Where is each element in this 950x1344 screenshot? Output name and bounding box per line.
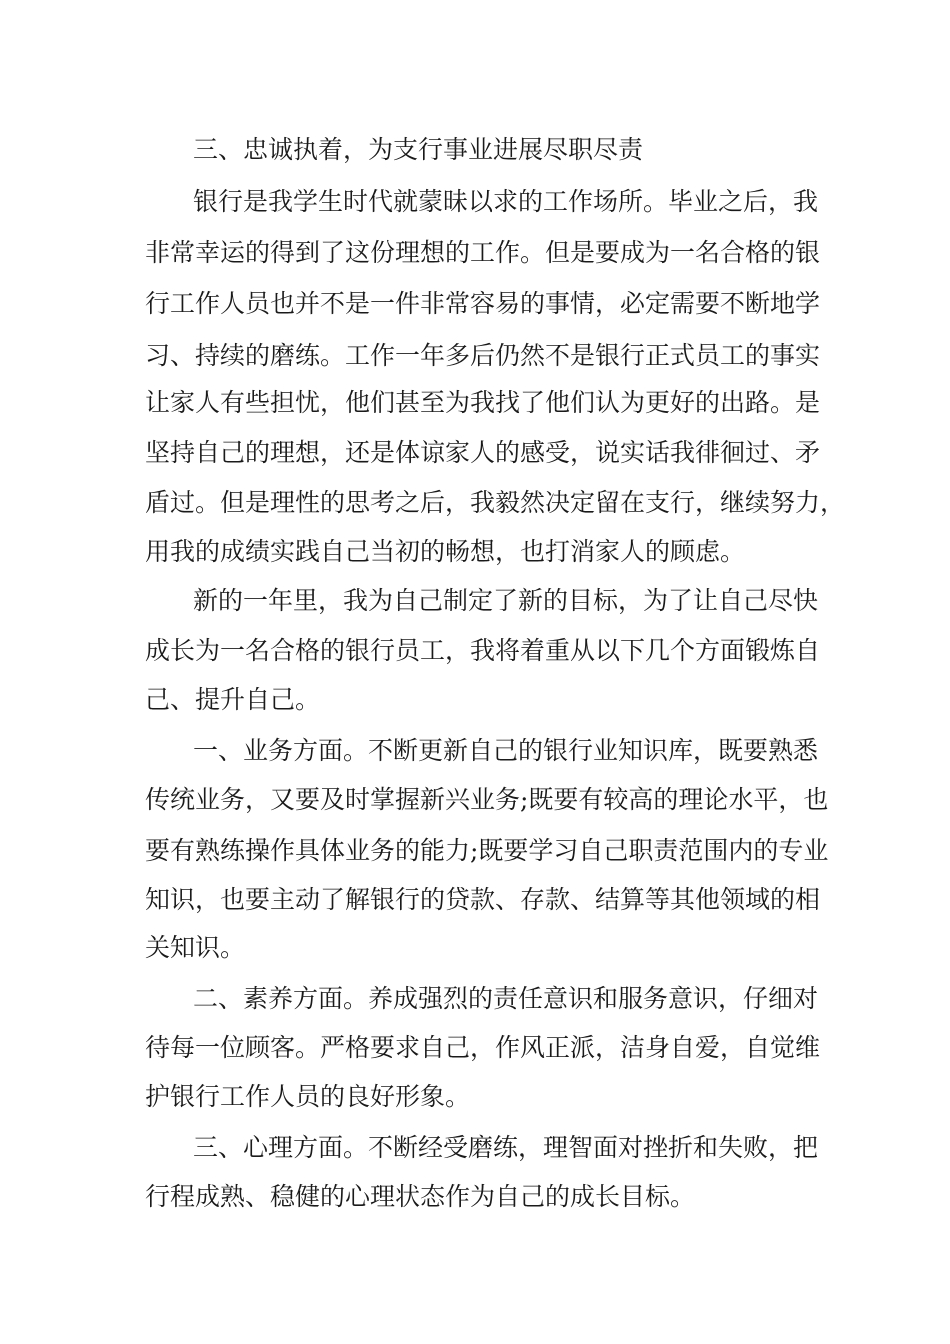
paragraph-line: 用我的成绩实践自己当初的畅想，也打消家人的顾虑。 <box>145 537 746 566</box>
paragraph-line: 三、心理方面。不断经受磨练，理智面对挫折和失败，把 <box>193 1133 819 1162</box>
paragraph-line: 知识，也要主动了解银行的贷款、存款、结算等其他领域的相 <box>145 885 821 914</box>
paragraph-line: 护银行工作人员的良好形象。 <box>145 1082 471 1111</box>
paragraph-line: 行工作人员也并不是一件非常容易的事情，必定需要不断地学 <box>145 289 821 318</box>
paragraph-line: 盾过。但是理性的思考之后，我毅然决定留在支行，继续努力， <box>145 488 846 517</box>
paragraph-line: 待每一位顾客。严格要求自己，作风正派，洁身自爱，自觉维 <box>145 1033 821 1062</box>
paragraph-line: 二、素养方面。养成强烈的责任意识和服务意识，仔细对 <box>193 984 819 1013</box>
paragraph-line: 习、持续的磨练。工作一年多后仍然不是银行正式员工的事实 <box>145 341 821 370</box>
paragraph-line: 非常幸运的得到了这份理想的工作。但是要成为一名合格的银 <box>145 238 821 267</box>
paragraph-line: 成长为一名合格的银行员工，我将着重从以下几个方面锻炼自 <box>145 636 821 665</box>
paragraph-line: 传统业务，又要及时掌握新兴业务;既要有较高的理论水平，也 <box>145 785 829 814</box>
paragraph-line: 银行是我学生时代就蒙昧以求的工作场所。毕业之后，我 <box>193 187 819 216</box>
paragraph-line: 要有熟练操作具体业务的能力;既要学习自己职责范围内的专业 <box>145 836 829 865</box>
paragraph-line: 让家人有些担忧，他们甚至为我找了他们认为更好的出路。是 <box>145 388 821 417</box>
paragraph-line: 坚持自己的理想，还是体谅家人的感受，说实话我徘徊过、矛 <box>145 438 821 467</box>
paragraph-line: 己、提升自己。 <box>145 685 321 714</box>
section-heading: 三、忠诚执着，为支行事业进展尽职尽责 <box>193 135 644 164</box>
paragraph-line: 新的一年里，我为自己制定了新的目标，为了让自己尽快 <box>193 586 819 615</box>
paragraph-line: 关知识。 <box>145 933 246 962</box>
paragraph-line: 一、业务方面。不断更新自己的银行业知识库，既要熟悉 <box>193 736 819 765</box>
paragraph-line: 行程成熟、稳健的心理状态作为自己的成长目标。 <box>145 1182 696 1211</box>
